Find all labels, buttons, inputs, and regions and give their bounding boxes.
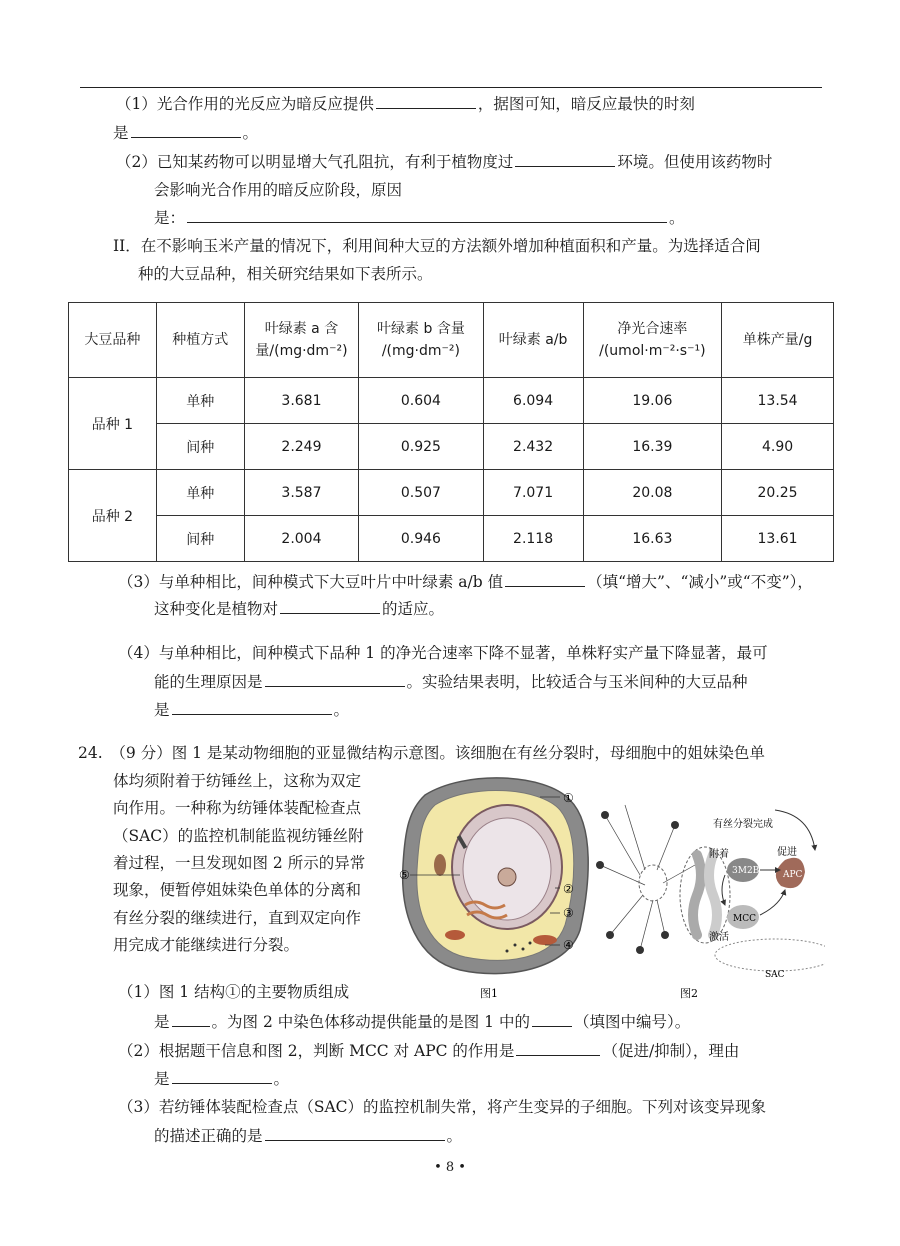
label-5: ⑤ — [399, 868, 410, 882]
q24-line6: 现象，便暂停姐妹染色单体的分离和 — [113, 881, 362, 899]
variety-cell: 品种 1 — [69, 378, 157, 470]
q4-line3: 是 。 — [154, 701, 350, 719]
answer-blank[interactable] — [532, 1011, 572, 1027]
answer-blank[interactable] — [265, 1125, 445, 1141]
yield-cell: 13.61 — [722, 516, 834, 562]
label-sac: SAC — [765, 970, 785, 980]
label-1: ① — [563, 791, 574, 805]
rate-cell: 16.39 — [583, 424, 722, 470]
answer-blank[interactable] — [376, 93, 476, 109]
s2-line2: 是 。 — [154, 1070, 290, 1088]
label-attach: 附着 — [709, 849, 729, 860]
answer-blank[interactable] — [172, 1068, 272, 1084]
answer-blank[interactable] — [515, 151, 615, 167]
figure2-label: 图2 — [680, 987, 698, 1000]
ratio-cell: 2.432 — [483, 424, 583, 470]
header-rate: 净光合速率 /(umol·m⁻²·s⁻¹) — [583, 303, 722, 378]
chl-a-cell: 3.681 — [244, 378, 359, 424]
table-header-row — [69, 303, 834, 378]
rate-cell: 19.06 — [583, 378, 722, 424]
q24-line4: （SAC）的监控机制能监视纺锤丝附 — [113, 827, 364, 845]
header-method: 种植方式 — [156, 303, 244, 378]
page-number: • 8 • — [434, 1160, 466, 1175]
header-chl-a: 叶绿素 a 含 量/(mg·dm⁻²) — [244, 303, 359, 378]
animal-cell-diagram — [399, 778, 588, 974]
label-promote: 促进 — [777, 847, 797, 858]
label-activate: 激活 — [709, 932, 729, 943]
answer-blank[interactable] — [172, 1011, 210, 1027]
chl-b-cell: 0.925 — [359, 424, 483, 470]
label-4: ④ — [563, 938, 574, 952]
answer-blank[interactable] — [187, 207, 667, 223]
header-yield: 单株产量/g — [722, 303, 834, 378]
label-3m2b: 3M2B — [732, 866, 760, 876]
q4-line2: 能的生理原因是 。实验结果表明，比较适合与玉米间种的大豆品种 — [154, 673, 748, 691]
s2-line1: （2）根据题干信息和图 2，判断 MCC 对 APC 的作用是 （促进/抑制），理由 — [118, 1042, 740, 1060]
q3-line1: （3）与单种相比，间种模式下大豆叶片中叶绿素 a/b 值 （填“增大”、“减小”或“不变”）， — [118, 573, 813, 591]
header-ratio: 叶绿素 a/b — [483, 303, 583, 378]
answer-blank[interactable] — [280, 598, 380, 614]
q24-line1: 24. （9 分）图 1 是某动物细胞的亚显微结构示意图。该细胞在有丝分裂时，母细胞中的姐妹染色单 — [78, 744, 765, 762]
q24-line2: 体均须附着于纺锤丝上，这称为双定 — [113, 772, 362, 790]
s1-line2: 是 。为图 2 中染色体移动提供能量的是图 1 中的 （填图中编号）。 — [154, 1013, 691, 1031]
q2-line1: （2）已知某药物可以明显增大气孔阻抗，有利于植物度过 环境。但使用该药物时 — [116, 153, 773, 171]
chl-b-cell: 0.507 — [359, 470, 483, 516]
figure1-label: 图1 — [480, 987, 498, 1000]
chl-a-cell: 2.004 — [244, 516, 359, 562]
q24-line8: 用完成才能继续进行分裂。 — [113, 936, 300, 954]
answer-blank[interactable] — [172, 699, 332, 715]
q1-line2: 是 。 — [113, 124, 259, 142]
q2-line3: 是： 。 — [154, 209, 685, 227]
yield-cell: 20.25 — [722, 470, 834, 516]
method-cell: 间种 — [156, 516, 244, 562]
table-row — [69, 516, 834, 562]
yield-cell: 13.54 — [722, 378, 834, 424]
q24-line5: 着过程，一旦发现如图 2 所示的异常 — [113, 854, 366, 872]
q3-line2: 这种变化是植物对 的适应。 — [154, 600, 445, 618]
q24-line7: 有丝分裂的继续进行，直到双定向作 — [113, 909, 362, 927]
chl-a-cell: 3.587 — [244, 470, 359, 516]
ratio-cell: 7.071 — [483, 470, 583, 516]
chl-b-cell: 0.946 — [359, 516, 483, 562]
q24-line3: 向作用。一种称为纺锤体装配检查点 — [113, 799, 362, 817]
soybean-data-table — [68, 302, 834, 562]
chl-a-cell: 2.249 — [244, 424, 359, 470]
header-variety: 大豆品种 — [69, 303, 157, 378]
variety-cell: 品种 2 — [69, 470, 157, 562]
method-cell: 间种 — [156, 424, 244, 470]
label-mcc: MCC — [733, 914, 756, 924]
answer-blank[interactable] — [516, 1040, 600, 1056]
label-apc: APC — [783, 870, 803, 880]
table-row — [69, 424, 834, 470]
top-rule — [80, 87, 822, 88]
rate-cell: 16.63 — [583, 516, 722, 562]
q4-line1: （4）与单种相比，间种模式下品种 1 的净光合速率下降不显著，单株籽实产量下降显著，最可 — [118, 644, 768, 662]
chl-b-cell: 0.604 — [359, 378, 483, 424]
spindle-diagram — [596, 805, 825, 980]
method-cell: 单种 — [156, 378, 244, 424]
s3-line2: 的描述正确的是 。 — [154, 1127, 463, 1145]
header-chl-b: 叶绿素 b 含量 /(mg·dm⁻²) — [359, 303, 483, 378]
label-complete: 有丝分裂完成 — [713, 819, 773, 830]
part2-line2: 种的大豆品种，相关研究结果如下表所示。 — [138, 265, 433, 283]
table-row — [69, 470, 834, 516]
answer-blank[interactable] — [265, 671, 405, 687]
q1-line1: （1）光合作用的光反应为暗反应提供 ，据图可知，暗反应最快的时刻 — [116, 95, 695, 113]
rate-cell: 20.08 — [583, 470, 722, 516]
part2-line1: II．在不影响玉米产量的情况下，利用间种大豆的方法额外增加种植面积和产量。为选择适合间 — [113, 237, 761, 255]
q2-line2: 会影响光合作用的暗反应阶段，原因 — [154, 181, 403, 199]
s1-line1: （1）图 1 结构①的主要物质组成 — [118, 983, 350, 1001]
cell-figure — [395, 765, 825, 1005]
table-row — [69, 378, 834, 424]
ratio-cell: 6.094 — [483, 378, 583, 424]
s3-line1: （3）若纺锤体装配检查点（SAC）的监控机制失常，将产生变异的子细胞。下列对该变异现象 — [118, 1098, 767, 1116]
yield-cell: 4.90 — [722, 424, 834, 470]
label-3: ③ — [563, 906, 574, 920]
label-2: ② — [563, 882, 574, 896]
method-cell: 单种 — [156, 470, 244, 516]
ratio-cell: 2.118 — [483, 516, 583, 562]
answer-blank[interactable] — [131, 122, 241, 138]
answer-blank[interactable] — [505, 571, 585, 587]
